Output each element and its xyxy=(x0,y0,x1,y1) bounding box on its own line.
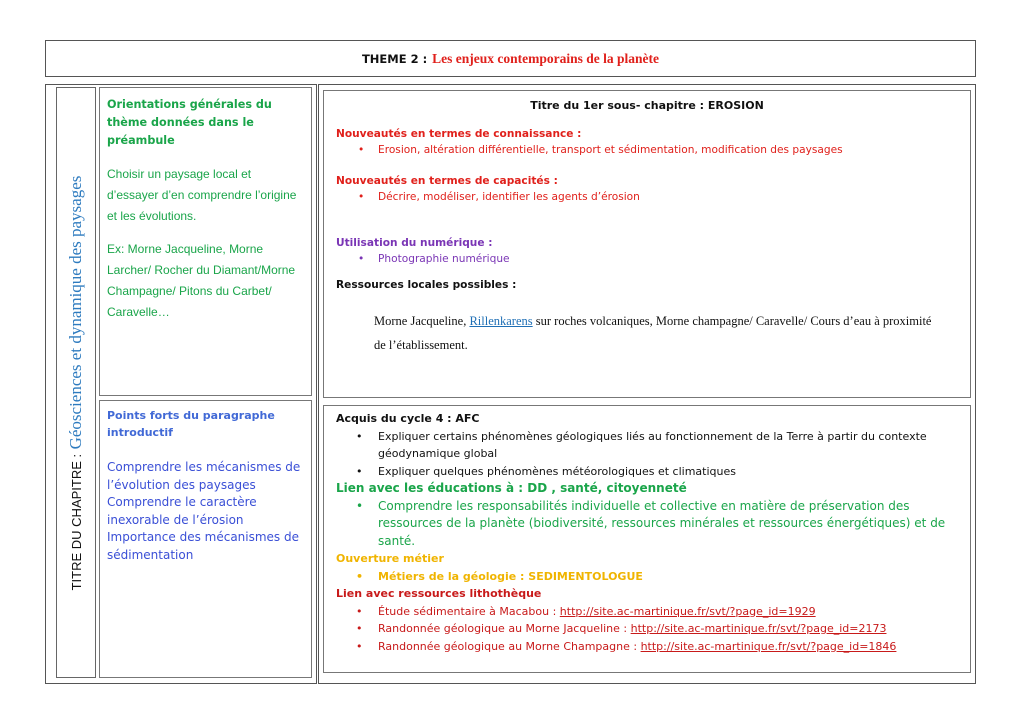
theme-header xyxy=(45,40,976,77)
points-forts-heading: Points forts du paragraphe introductif xyxy=(107,409,275,439)
local-resources-heading: Ressources locales possibles : xyxy=(336,279,517,291)
career-heading: Ouverture métier xyxy=(336,552,444,565)
chapter-label: TITRE DU CHAPITRE : xyxy=(69,453,84,590)
acquis-item: • Expliquer quelques phénomènes météorologiques et climatiques xyxy=(336,463,958,481)
skills-item: • Décrire, modéliser, identifier les agents d’érosion xyxy=(336,189,958,205)
lithotheque-link[interactable]: http://site.ac-martinique.fr/svt/?page_id=1846 xyxy=(640,639,897,653)
lithotheque-link[interactable]: http://site.ac-martinique.fr/svt/?page_id=1929 xyxy=(559,604,816,618)
lithotheque-label: Étude sédimentaire à Macabou : xyxy=(378,604,560,618)
acquis-item: • Expliquer certains phénomènes géologiques liés au fonctionnement de la Terre à partir du contexte géodynamique global xyxy=(336,428,958,463)
lithotheque-item xyxy=(336,620,958,638)
orientations-examples: Ex: Morne Jacqueline, Morne Larcher/ Rocher du Diamant/Morne Champagne/ Pitons du Carbet/ Caravelle… xyxy=(107,242,296,319)
orientations-box xyxy=(99,87,312,396)
acquis-box xyxy=(323,405,971,673)
points-forts-item: Importance des mécanismes de sédimentation xyxy=(107,530,299,562)
theme-label: THEME 2 : xyxy=(361,51,428,66)
points-forts-item: Comprendre le caractère inexorable de l’érosion xyxy=(107,495,257,527)
theme-title: Les enjeux contemporains de la planète xyxy=(432,50,660,66)
career-item: • Métiers de la géologie : SEDIMENTOLOGUE xyxy=(336,568,958,586)
orientations-heading: Orientations générales du thème données dans le préambule xyxy=(107,98,272,147)
knowledge-item: • Erosion, altération différentielle, transport et sédimentation, modification des paysages xyxy=(336,142,958,158)
education-item: • Comprendre les responsabilités individuelle et collective en matière de préservation des ressources de la planète (biodiversité, ressources minérales et ressources énergétiques) et de santé. xyxy=(336,498,958,551)
points-forts-box xyxy=(99,400,312,678)
lithotheque-heading: Lien avec ressources lithothèque xyxy=(336,587,542,600)
chapter-name: Géosciences et dynamique des paysages xyxy=(66,175,85,449)
subchapter-box xyxy=(323,90,971,398)
subchapter-title: Titre du 1er sous- chapitre : EROSION xyxy=(530,99,764,112)
local-resources-text-after: sur roches volcaniques, Morne champagne/ Caravelle/ Cours d’eau à proximité de l’établissement. xyxy=(374,314,932,352)
chapter-title xyxy=(66,175,86,590)
lithotheque-item xyxy=(336,603,958,621)
education-heading: Lien avec les éducations à : DD , santé, citoyenneté xyxy=(336,481,687,495)
lithotheque-label: Randonnée géologique au Morne Jacqueline : xyxy=(378,622,631,635)
knowledge-heading: Nouveautés en termes de connaissance : xyxy=(336,128,582,140)
orientations-paragraph: Choisir un paysage local et d’essayer d’en comprendre l’origine et les évolutions. xyxy=(107,167,297,223)
local-resources-text-before: Morne Jacqueline, xyxy=(374,314,470,328)
lithotheque-link[interactable]: http://site.ac-martinique.fr/svt/?page_id=2173 xyxy=(630,622,887,635)
local-resources-text xyxy=(336,309,958,357)
acquis-heading: Acquis du cycle 4 : AFC xyxy=(336,412,480,425)
digital-heading: Utilisation du numérique : xyxy=(336,237,493,249)
lithotheque-label: Randonnée géologique au Morne Champagne : xyxy=(378,639,641,653)
digital-item: • Photographie numérique xyxy=(336,251,958,267)
rillenkarens-link[interactable]: Rillenkarens xyxy=(469,314,533,328)
chapter-title-column xyxy=(56,87,96,678)
lithotheque-item xyxy=(336,638,958,656)
points-forts-item: Comprendre les mécanismes de l’évolution des paysages xyxy=(107,460,301,492)
skills-heading: Nouveautés en termes de capacités : xyxy=(336,175,558,187)
